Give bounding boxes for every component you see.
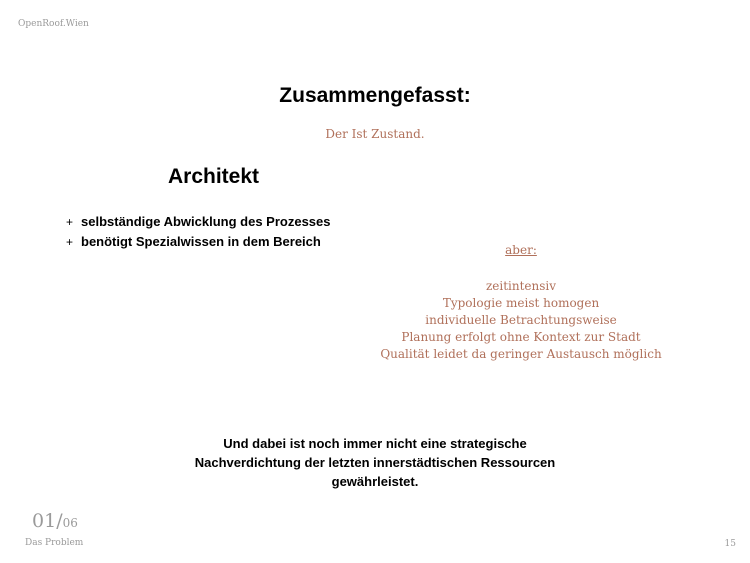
bullet-text: selbständige Abwicklung des Prozesses xyxy=(81,214,331,229)
bullet-text: benötigt Spezialwissen in dem Bereich xyxy=(81,234,321,249)
section-number: 01 xyxy=(32,510,57,532)
advantages-list xyxy=(66,212,331,252)
list-item xyxy=(66,212,331,232)
drawbacks-list xyxy=(340,278,702,363)
conclusion-line: Und dabei ist noch immer nicht eine strategische xyxy=(223,436,527,451)
section-total: 06 xyxy=(62,516,78,530)
list-item xyxy=(66,232,331,252)
page-number: 15 xyxy=(724,539,736,549)
slide-title: Zusammengefasst: xyxy=(279,84,471,107)
list-item: zeitintensiv xyxy=(485,279,557,293)
list-item: individuelle Betrachtungsweise xyxy=(425,313,617,327)
section-label: Das Problem xyxy=(25,538,84,548)
list-item: Planung erfolgt ohne Kontext zur Stadt xyxy=(401,330,641,344)
list-item: Qualität leidet da geringer Austausch möglich xyxy=(380,347,662,361)
plus-icon: + xyxy=(66,235,74,249)
conclusion-line: gewährleistet. xyxy=(331,474,419,489)
plus-icon: + xyxy=(66,215,74,229)
list-item: Typologie meist homogen xyxy=(442,296,600,310)
section-indicator xyxy=(32,510,78,532)
role-heading: Architekt xyxy=(168,165,260,188)
brand-name: OpenRoof.Wien xyxy=(18,19,89,29)
conclusion-line: Nachverdichtung der letzten innerstädtischen Ressourcen xyxy=(194,455,556,470)
section-separator: / xyxy=(56,510,63,532)
slide-subtitle: Der Ist Zustand. xyxy=(325,127,425,141)
conclusion-text xyxy=(0,434,750,491)
aber-label: aber: xyxy=(505,243,537,257)
